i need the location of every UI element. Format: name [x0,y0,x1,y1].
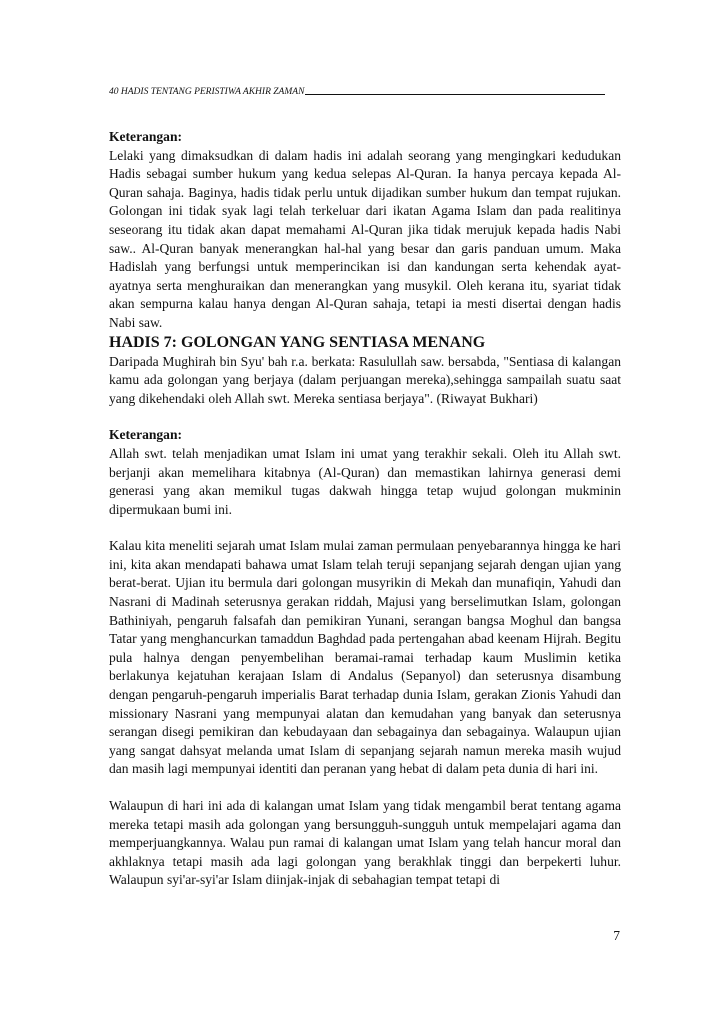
section-paragraph-2: Kalau kita meneliti sejarah umat Islam mulai zaman permulaan penyebarannya hingga ke hari ini, kita akan mendapati bahawa umat Islam telah teruji sepanjang sejarah dengan ujian yang berat-berat. Ujian itu bermula dari golongan musyrikin di Mekah dan munafiqin, Yahudi dan Nasrani di Madinah seterusnya gerakan riddah, Majusi yang berselimutkan Islam, golongan Bathiniyah, pengaruh falsafah dan pemikiran Yunani, serangan bangsa Moghul dan bangsa Tatar yang menghancurkan tamaddun Baghdad pada pertengahan abad keenam Hijrah. Begitu pula halnya dengan penyembelihan beramai-ramai terhadap kaum Muslimin ketika berlakunya kejatuhan kerajaan Islam di Andalus (Sepanyol) dan seterusnya disambung dengan pengaruh-pengaruh imperialis Barat terhadap dunia Islam, gerakan Zionis Yahudi dan missionary Nasrani yang mempunyai alatan dan kemudahan yang banyak dan seterusnya serangan disegi pemikiran dan kebudayaan dan sebagainya dan sebagainya. Walaupun ujian yang sangat dahsyat melanda umat Islam di sepanjang sejarah namun mereka masih wujud dan masih lagi mempunyai identiti dan peranan yang hebat di dalam peta dunia di hari ini. [109,538,621,777]
hadith-text: Daripada Mughirah bin Syu' bah r.a. berkata: Rasulullah saw. bersabda, "Sentiasa di kalangan kamu ada golongan yang berjaya (dalam perjuangan mereka),sehingga sampailah suatu saat yang dikehendaki oleh Allah swt. Mereka sentiasa berjaya". (Riwayat Bukhari) [109,353,621,406]
page-number: 7 [613,928,620,943]
running-header-title: 40 HADIS TENTANG PERISTIWA AKHIR ZAMAN [109,87,305,97]
block1-paragraph: Lelaki yang dimaksudkan di dalam hadis ini adalah seorang yang mengingkari kedudukan Hadis sebagai sumber hukum yang kedua selepas Al-Quran. Ia hanya percaya kepada Al-Quran sahaja. Baginya, hadis tidak perlu untuk dijadikan sumber hukum dan tempat rujukan. Golongan ini tidak syak lagi telah terkeluar dari ikatan Agama Islam dan pada realitinya seseorang itu tidak akan dapat memahami Al-Quran jika tidak merujuk kepada hadis Nabi saw.. Al-Quran banyak menerangkan hal-hal yang besar dan garis panduan umum. Maka Hadislah yang berfungsi untuk memperincikan isi dan kandungan serta kehendak ayat-ayatnya serta menghuraikan dan menerangkan yang musykil. Oleh kerana itu, syariat tidak akan sempurna kalau hanya dengan Al-Quran sahaja, tetapi ia mesti disertai dengan hadis Nabi saw. [109,147,621,330]
running-header [109,87,621,97]
spacer [109,779,621,797]
block1-heading: Keterangan: [109,129,182,144]
spacer [109,519,621,537]
header-rule [305,94,605,95]
section-paragraph-1: Allah swt. telah menjadikan umat Islam ini umat yang terakhir sekali. Oleh itu Allah swt. berjanji akan memelihara kitabnya (Al-Quran) dan memastikan lahirnya generasi demi generasi yang akan memikul tugas dakwah hingga tetap wujud golongan mukminin dipermukaan bumi ini. [109,445,621,517]
spacer [109,408,621,426]
section-title: HADIS 7: GOLONGAN YANG SENTIASA MENANG [109,333,486,351]
section-paragraph-3: Walaupun di hari ini ada di kalangan umat Islam yang tidak mengambil berat tentang agama mereka tetapi masih ada golongan yang bersungguh-sungguh untuk mempelajari agama dan memperjuangkannya. Walau pun ramai di kalangan umat Islam yang telah hancur moral dan akhlaknya tetapi masih ada lagi golongan yang berakhlak tinggi dan berpekerti luhur. Walaupun syi'ar-syi'ar Islam diinjak-injak di sebahagian tempat tetapi di [109,798,621,888]
page-content [109,128,621,890]
section-heading: Keterangan: [109,427,182,443]
